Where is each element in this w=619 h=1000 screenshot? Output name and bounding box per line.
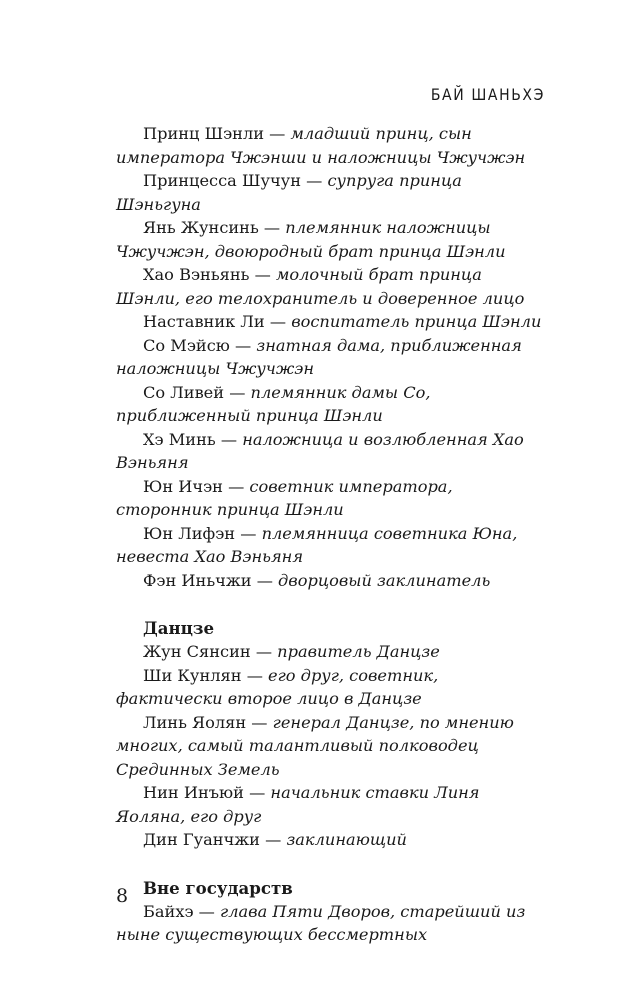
character-name: Ши Кунлян (143, 665, 242, 685)
page-body (116, 122, 546, 947)
character-name: Принцесса Шучун (143, 171, 301, 190)
character-name: Наставник Ли (143, 312, 265, 331)
em-dash-separator: — (215, 429, 243, 449)
em-dash-separator: — (258, 218, 286, 237)
character-entry (116, 310, 546, 334)
character-entry (116, 169, 546, 216)
character-name: Со Мэйсю (143, 335, 230, 355)
em-dash-separator: — (264, 124, 291, 143)
character-name: Дин Гуанчжи (143, 830, 260, 849)
character-entry (116, 711, 546, 782)
em-dash-separator: — (251, 570, 279, 590)
character-entry (116, 900, 546, 947)
character-entry (116, 216, 546, 263)
character-entry (116, 475, 546, 522)
character-description: правитель Данцзе (277, 642, 440, 661)
character-description: наложница и возлюбленная Хао Вэньяня (116, 429, 524, 472)
character-name: Хэ Минь (143, 429, 216, 449)
character-entry (116, 381, 546, 428)
character-name: Байхэ (143, 901, 194, 921)
em-dash-separator: — (249, 265, 276, 284)
em-dash-separator: — (229, 335, 257, 355)
character-description: дворцовый заклинатель (278, 570, 491, 590)
em-dash-separator: — (224, 382, 251, 402)
character-list-outside (116, 900, 546, 947)
em-dash-separator: — (264, 312, 292, 331)
em-dash-separator: — (243, 783, 271, 802)
character-description: заклинающий (286, 830, 407, 849)
character-description: воспитатель принца Шэнли (291, 312, 542, 331)
character-name: Нин Инъюй (143, 783, 244, 802)
character-list-top (116, 122, 546, 592)
em-dash-separator: — (193, 901, 221, 921)
character-description: советник императора, сторонник принца Шэнли (116, 476, 453, 519)
em-dash-separator: — (246, 712, 273, 732)
character-entry (116, 122, 546, 169)
character-entry (116, 569, 546, 593)
character-description: племянник наложницы Чжучжэн, двоюродный брат принца Шэнли (116, 218, 506, 261)
character-description: племянница советника Юна, невеста Хао Вэньяня (116, 523, 518, 566)
character-description: его друг, советник, фактически второе лицо в Данцзе (116, 665, 439, 708)
em-dash-separator: — (259, 830, 287, 849)
character-entry (116, 428, 546, 475)
em-dash-separator: — (241, 665, 269, 685)
character-entry (116, 263, 546, 310)
section-heading-outside: Вне государств (143, 877, 293, 898)
character-description: генерал Данцзе, по мнению многих, самый талантливый полководец Срединных Земель (116, 712, 514, 779)
character-name: Жун Сянсин (143, 642, 251, 661)
em-dash-separator: — (301, 171, 328, 190)
character-description: племянник дамы Со, приближенный принца Шэнли (116, 382, 431, 425)
em-dash-separator: — (250, 642, 278, 661)
character-description: глава Пяти Дворов, старейший из ныне существующих бессмертных (116, 901, 526, 944)
character-description: супруга принца Шэньгуна (116, 171, 462, 214)
character-entry (116, 781, 546, 828)
character-name: Хао Вэньянь (143, 265, 250, 284)
character-name: Фэн Иньчжи (143, 570, 252, 590)
character-name: Со Ливей (143, 382, 225, 402)
section-heading-danzze: Данцзе (143, 618, 215, 638)
character-entry (116, 522, 546, 569)
character-description: молочный брат принца Шэнли, его телохранитель и доверенное лицо (116, 265, 525, 308)
em-dash-separator: — (222, 476, 250, 496)
character-entry (116, 828, 546, 852)
character-list-danzze (116, 640, 546, 852)
character-name: Юн Лифэн (143, 523, 236, 543)
character-entry (116, 664, 546, 711)
character-description: знатная дама, приближенная наложницы Чжучжэн (116, 335, 522, 378)
em-dash-separator: — (235, 523, 262, 543)
character-entry (116, 334, 546, 381)
character-name: Линь Яолян (143, 712, 247, 732)
running-header: БАЙ ШАНЬХЭ (430, 86, 545, 105)
character-description: начальник ставки Линя Яоляна, его друг (116, 783, 480, 826)
character-description: младший принц, сын императора Чжэнши и наложницы Чжучжэн (116, 124, 526, 167)
character-name: Янь Жунсинь (143, 218, 259, 237)
character-entry (116, 640, 546, 664)
character-name: Принц Шэнли (143, 124, 265, 143)
character-name: Юн Ичэн (143, 476, 223, 496)
page-number: 8 (116, 885, 129, 907)
